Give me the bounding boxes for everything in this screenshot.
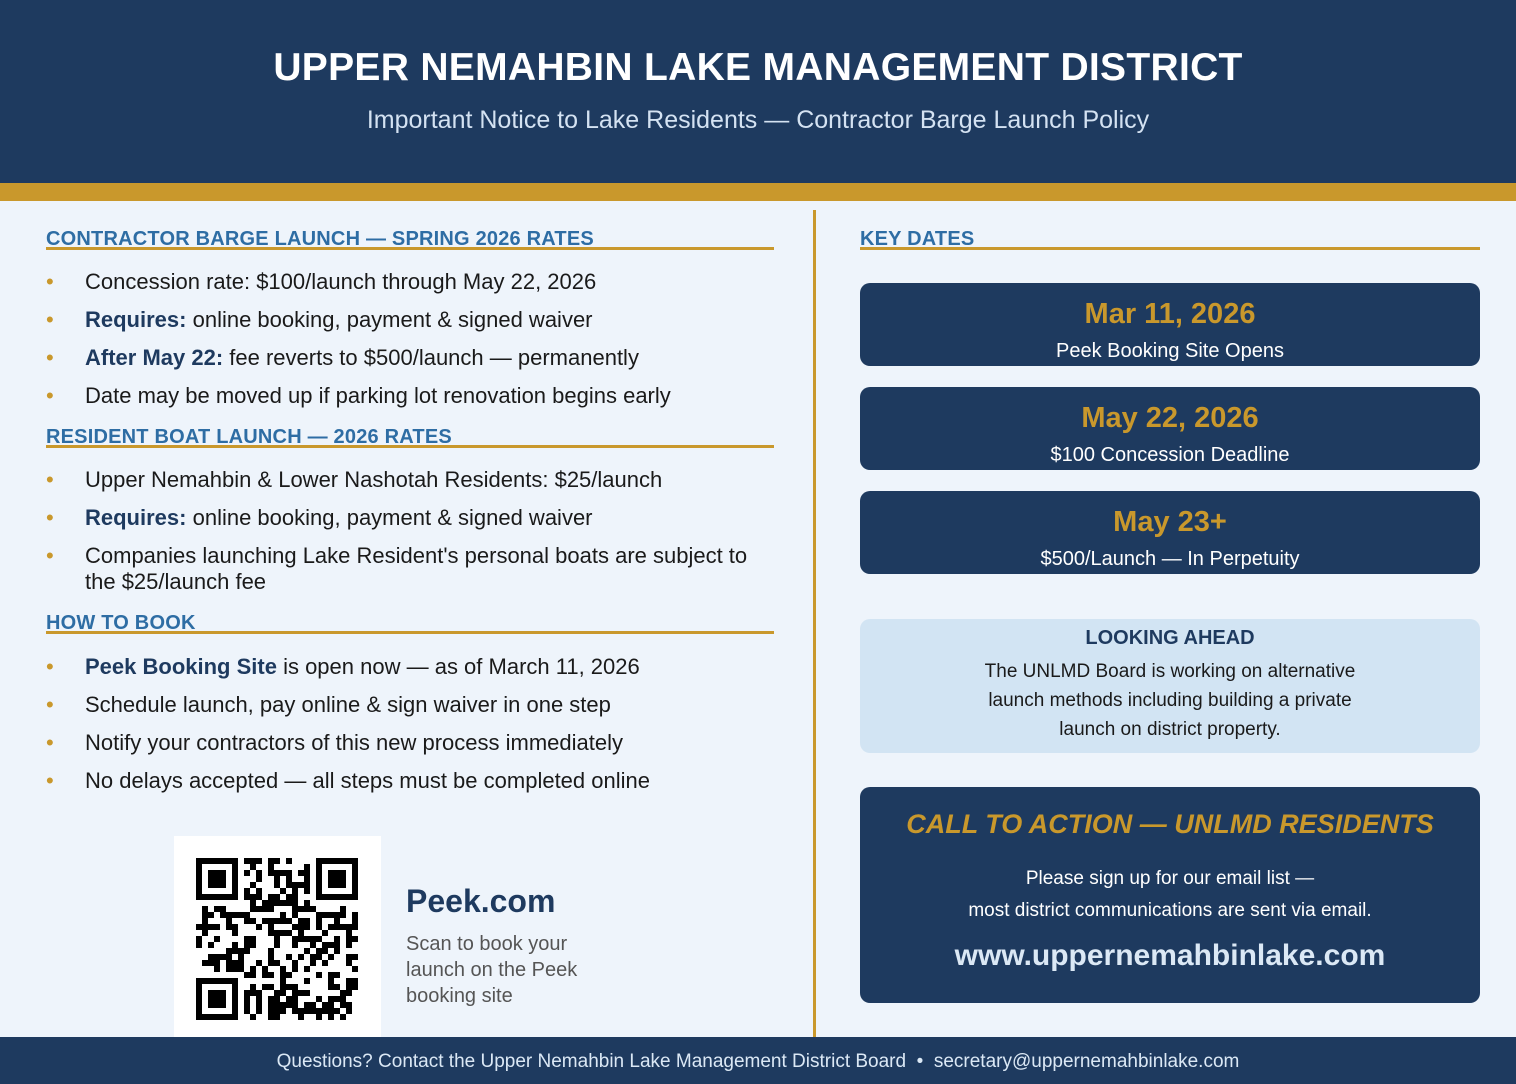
contractor-rates-list [46, 269, 776, 421]
how-to-book-heading: HOW TO BOOK [46, 610, 774, 634]
website-link[interactable]: www.uppernemahbinlake.com [954, 939, 1386, 972]
qr-code[interactable] [174, 836, 381, 1037]
footer-contact-text: Questions? Contact the Upper Nemahbin Lake Management District Board • secretary@uppernemahbinlake.com [276, 1051, 1240, 1072]
date-card-label: $500/Launch — In Perpetuity [1040, 548, 1300, 570]
bullet-icon: • [46, 654, 54, 679]
qr-code-icon [196, 858, 358, 1020]
resident-rates-list [46, 467, 776, 607]
bullet-icon: • [46, 768, 54, 793]
date-card-label: $100 Concession Deadline [1050, 444, 1290, 466]
looking-ahead-body: The UNLMD Board is working on alternative launch methods including building a private launch on district property. [984, 661, 1356, 740]
list-item: • After May 22: fee reverts to $500/launch — permanently [46, 345, 639, 370]
date-card-label: Peek Booking Site Opens [1056, 340, 1284, 362]
booking-site-name[interactable]: Peek.com [406, 883, 556, 919]
page-title: UPPER NEMAHBIN LAKE MANAGEMENT DISTRICT [273, 46, 1243, 89]
bullet-icon: • [46, 383, 54, 408]
list-item: • Date may be moved up if parking lot renovation begins early [46, 383, 671, 408]
contractor-section-heading: CONTRACTOR BARGE LAUNCH — SPRING 2026 RATES [46, 226, 774, 250]
list-item: • Requires: online booking, payment & signed waiver [46, 307, 593, 332]
bullet-icon: • [46, 730, 54, 755]
date-card-date: Mar 11, 2026 [1084, 298, 1256, 330]
header-banner [0, 0, 1516, 183]
bullet-icon: • [46, 269, 54, 294]
date-card-date: May 22, 2026 [1081, 402, 1259, 434]
bullet-icon: • [46, 692, 54, 717]
list-item: • Notify your contractors of this new process immediately [46, 730, 623, 755]
gold-accent-bar [0, 183, 1516, 201]
page-subtitle: Important Notice to Lake Residents — Contractor Barge Launch Policy [366, 106, 1150, 134]
list-item: • Schedule launch, pay online & sign waiver in one step [46, 692, 611, 717]
call-to-action-panel [860, 787, 1480, 1003]
key-dates-heading: KEY DATES [860, 226, 1480, 250]
looking-ahead-title: LOOKING AHEAD [1085, 627, 1255, 649]
how-to-book-list [46, 654, 776, 806]
bullet-icon: • [46, 505, 54, 530]
bullet-icon: • [46, 467, 54, 492]
footer-bar [0, 1037, 1516, 1084]
list-item: • No delays accepted — all steps must be completed online [46, 768, 650, 793]
column-divider [813, 210, 816, 1037]
date-card [860, 283, 1480, 366]
bullet-icon: • [46, 543, 54, 568]
bullet-icon: • [46, 307, 54, 332]
looking-ahead-panel [860, 619, 1480, 753]
date-card-date: May 23+ [1113, 506, 1227, 538]
date-card [860, 491, 1480, 574]
list-item: • Upper Nemahbin & Lower Nashotah Residents: $25/launch [46, 467, 663, 492]
cta-line-2: most district communications are sent via email. [968, 900, 1372, 921]
list-item: • Requires: online booking, payment & signed waiver [46, 505, 593, 530]
bullet-icon: • [46, 345, 54, 370]
list-item: • Companies launching Lake Resident's personal boats are subject to the $25/launch fee [46, 543, 748, 594]
list-item: • Peek Booking Site is open now — as of March 11, 2026 [46, 654, 640, 679]
qr-caption: Scan to book your launch on the Peek booking site [406, 933, 578, 1007]
cta-line-1: Please sign up for our email list — [1025, 868, 1315, 889]
resident-section-heading: RESIDENT BOAT LAUNCH — 2026 RATES [46, 424, 774, 448]
list-item: • Concession rate: $100/launch through May 22, 2026 [46, 269, 597, 294]
cta-title: CALL TO ACTION — UNLMD RESIDENTS [906, 809, 1434, 839]
date-card [860, 387, 1480, 470]
